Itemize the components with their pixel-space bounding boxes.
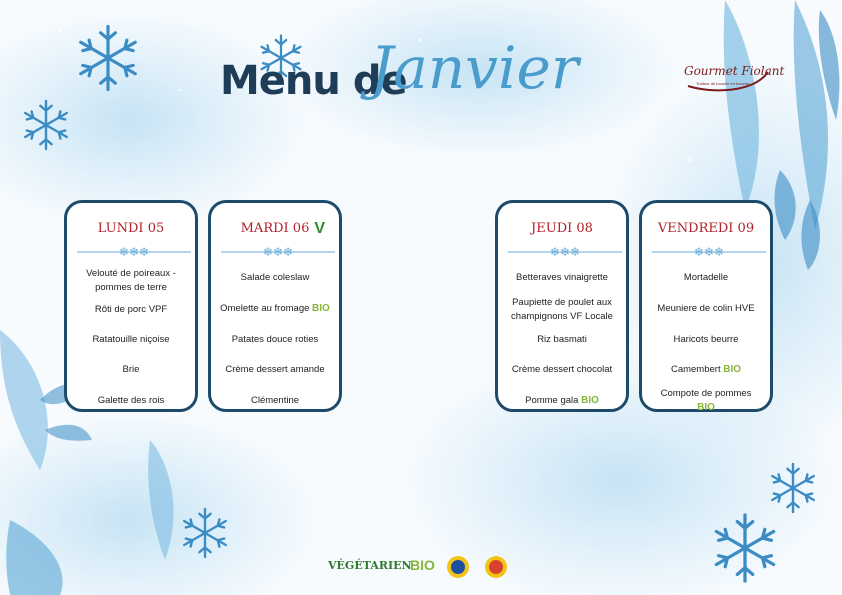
menu-item: Riz basmati [537,334,587,345]
bio-icon: BIO [581,395,599,406]
svg-text:❄❄❄: ❄❄❄ [549,245,581,259]
day-title: JEUDI 08 [531,221,593,236]
menu-item: Crème dessert amande [225,364,325,375]
label-rouge-seal-icon [446,555,470,579]
menu-item: Velouté de poireaux - pommes de terre [86,268,176,293]
day-card-vendredi [639,200,773,412]
menu-item-with-bio [217,302,333,316]
menu-item: Crème dessert chocolat [511,364,613,375]
menu-item: Betteraves vinaigrette [516,272,608,283]
svg-text:❄❄❄: ❄❄❄ [693,245,725,259]
menu-item: Meuniere de colin HVE [657,303,755,314]
separator-ornament [508,244,622,260]
menu-item-text: Pomme gala [525,395,579,406]
menu-item: Haricots beurre [673,334,739,345]
title-prefix: Menu de [220,58,407,104]
menu-item: Clémentine [250,395,300,406]
day-title: MARDI 06 [240,221,310,236]
svg-text:❄❄❄: ❄❄❄ [262,245,294,259]
title-month: Janvier [370,34,579,102]
day-title: VENDREDI 09 [657,221,755,236]
svg-text:❄❄❄: ❄❄❄ [118,245,150,259]
aop-seal-icon [484,555,508,579]
logo-tagline: Traiteur de bouche en bouche [696,81,750,86]
bio-label-icon: BIO [410,557,435,573]
menu-item-text: Camembert [670,364,721,375]
menu-item-with-bio [504,394,620,408]
menu-item: Rôti de porc VPF [94,304,168,315]
menu-item: Brie [122,364,140,375]
day-card-lundi [64,200,198,412]
day-title: LUNDI 05 [97,221,165,236]
separator-ornament [77,244,191,260]
menu-item-text: Compote de pommes [660,388,752,399]
menu-item: Patates douce roties [231,334,319,345]
separator-ornament [221,244,335,260]
separator-ornament [652,244,766,260]
brand-logo [684,64,785,94]
menu-item: Galette des rois [97,395,165,406]
vegetarian-badge-icon: V [314,220,325,237]
bio-icon: BIO [723,364,742,375]
menu-item: Ratatouille niçoise [92,334,170,345]
bio-icon: BIO [312,303,330,314]
day-card-mardi [208,200,342,412]
vegetarian-label: VÉGÉTARIEN [328,559,412,572]
menu-item-text: Omelette au fromage [220,303,310,314]
menu-item: Paupiette de poulet aux champignons VF Locale [511,297,613,322]
day-card-jeudi [495,200,629,412]
logo-name: Gourmet Fiolant [684,64,785,78]
menu-item: Mortadelle [683,272,729,283]
menu-item-with-bio [648,387,764,415]
menu-item: Salade coleslaw [240,272,310,283]
menu-item-with-bio [648,363,764,377]
bio-icon: BIO [697,402,715,413]
